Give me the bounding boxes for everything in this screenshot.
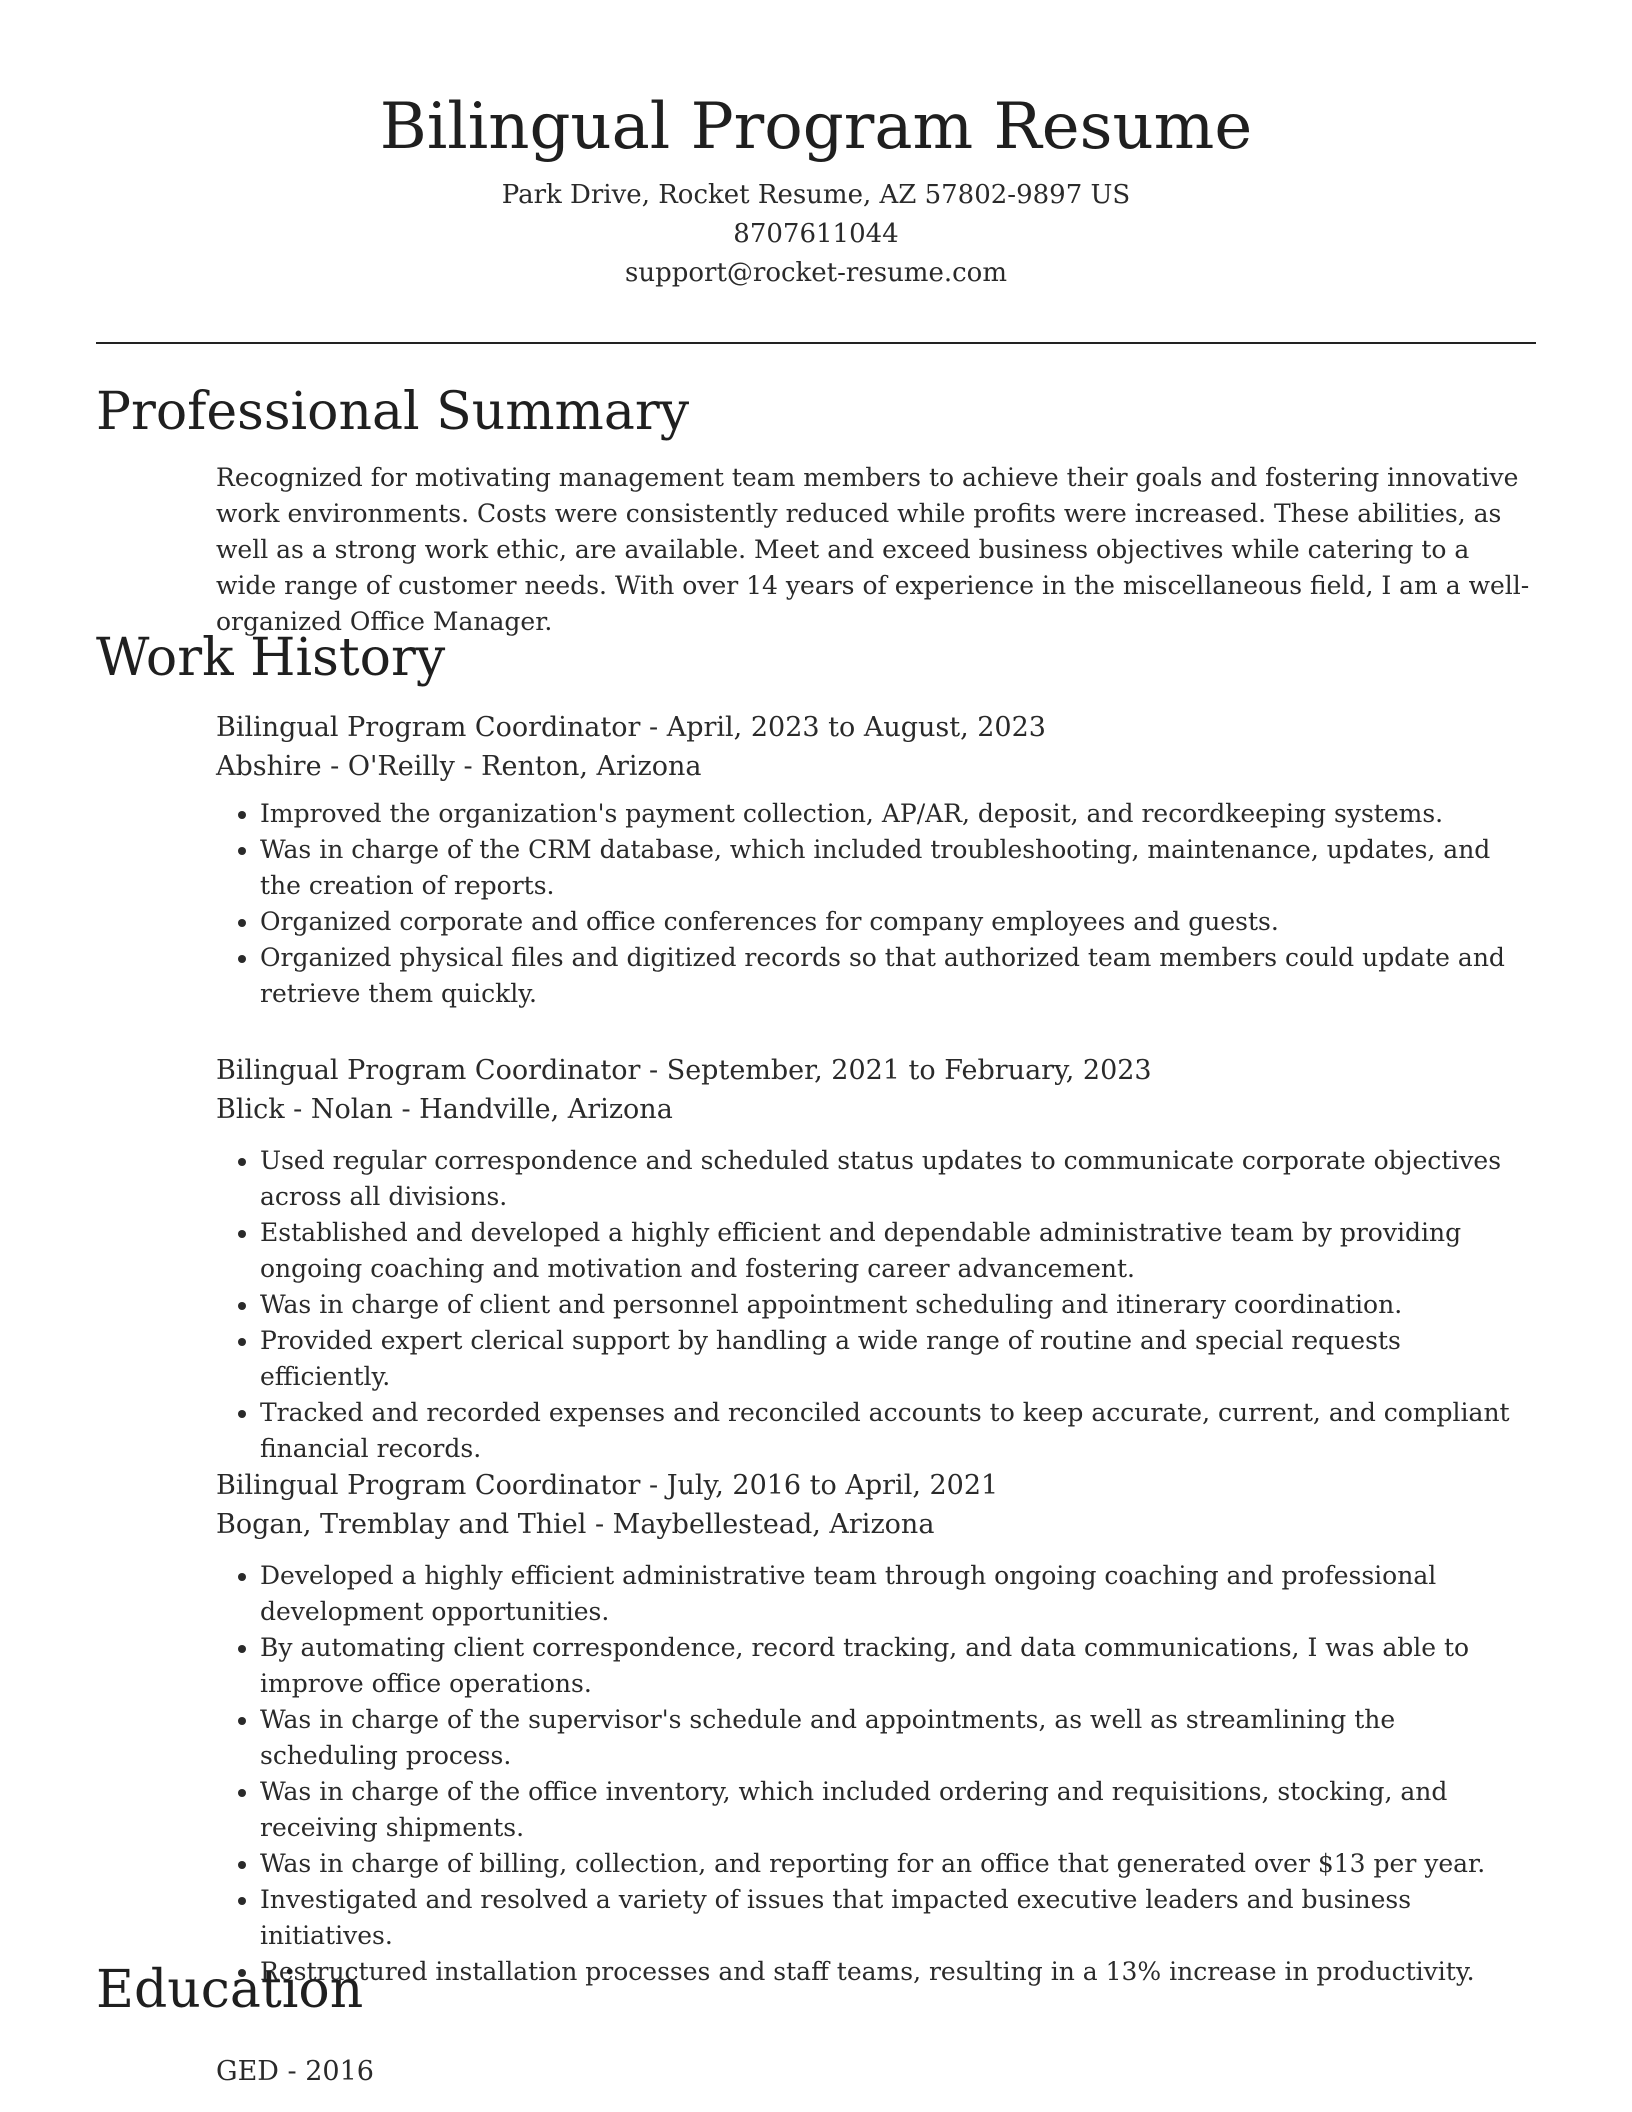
- list-item: • Tracked and recorded expenses and reconciled accounts to keep accurate, current, and compliant financial records.: [260, 1395, 1536, 1467]
- contact-phone: 8707611044: [733, 219, 899, 249]
- list-item: • Investigated and resolved a variety of issues that impacted executive leaders and business initiatives.: [260, 1882, 1536, 1954]
- resume-header: [0, 82, 1632, 293]
- list-item: • Was in charge of the office inventory, which included ordering and requisitions, stocking, and receiving shipments.: [260, 1774, 1536, 1846]
- section-heading-education: Education: [96, 1960, 364, 2020]
- resume-title: Bilingual Program Resume: [379, 90, 1253, 164]
- list-item: • Was in charge of the supervisor's schedule and appointments, as well as streamlining the scheduling process.: [260, 1702, 1536, 1774]
- list-item: • Was in charge of the CRM database, which included troubleshooting, maintenance, updates, and the creation of reports.: [260, 832, 1536, 904]
- list-item: • Was in charge of client and personnel appointment scheduling and itinerary coordination.: [260, 1287, 1536, 1323]
- contact-address: Park Drive, Rocket Resume, AZ 57802-9897 US: [501, 180, 1131, 210]
- education-section: [216, 2052, 1536, 2091]
- list-item: • Was in charge of billing, collection, and reporting for an office that generated over $13 per year.: [260, 1846, 1536, 1882]
- education-entry: GED - 2016: [216, 2056, 374, 2087]
- job-entry: [216, 1051, 1536, 1467]
- contact-block: [0, 176, 1632, 293]
- list-item: • Used regular correspondence and scheduled status updates to communicate corporate objectives across all divisions.: [260, 1143, 1536, 1215]
- list-item: • Restructured installation processes and staff teams, resulting in a 13% increase in productivity.: [260, 1954, 1536, 1990]
- summary-section: [216, 460, 1536, 640]
- header-divider: [96, 342, 1536, 344]
- job-title-line: Bilingual Program Coordinator - September, 2021 to February, 2023: [216, 1055, 1152, 1086]
- job-title-line: Bilingual Program Coordinator - April, 2023 to August, 2023: [216, 712, 1046, 743]
- job-company-line: Bogan, Tremblay and Thiel - Maybellestead, Arizona: [216, 1509, 935, 1540]
- job-company-line: Blick - Nolan - Handville, Arizona: [216, 1094, 673, 1125]
- list-item: • Provided expert clerical support by handling a wide range of routine and special requests efficiently.: [260, 1323, 1536, 1395]
- list-item: • Improved the organization's payment collection, AP/AR, deposit, and recordkeeping systems.: [260, 796, 1536, 832]
- list-item: • Organized corporate and office conferences for company employees and guests.: [260, 904, 1536, 940]
- section-heading-work-history: Work History: [96, 628, 446, 688]
- list-item: • Organized physical files and digitized records so that authorized team members could update and retrieve them quickly.: [260, 940, 1536, 1012]
- list-item: • Developed a highly efficient administrative team through ongoing coaching and professional development opportunities.: [260, 1558, 1536, 1630]
- job-entry: [216, 1466, 1536, 1990]
- job-entry: [216, 708, 1536, 1012]
- job-bullets: [216, 1558, 1536, 1990]
- job-company-line: Abshire - O'Reilly - Renton, Arizona: [216, 751, 702, 782]
- job-bullets: [216, 1143, 1536, 1467]
- section-heading-summary: Professional Summary: [96, 382, 690, 442]
- contact-email: support@rocket-resume.com: [624, 258, 1007, 288]
- job-bullets: [216, 796, 1536, 1012]
- job-title-line: Bilingual Program Coordinator - July, 2016 to April, 2021: [216, 1470, 999, 1501]
- list-item: • Established and developed a highly efficient and dependable administrative team by providing ongoing coaching and motivation and fostering career advancement.: [260, 1215, 1536, 1287]
- summary-text: Recognized for motivating management team members to achieve their goals and fostering innovative work environments. Costs were consistently reduced while profits were increased. These abilities, as well as a strong work ethic, are available. Meet and exceed business objectives while catering to a wide range of customer needs. With over 14 years of experience in the miscellaneous field, I am a well-organized Office Manager.: [216, 463, 1530, 636]
- list-item: • By automating client correspondence, record tracking, and data communications, I was able to improve office operations.: [260, 1630, 1536, 1702]
